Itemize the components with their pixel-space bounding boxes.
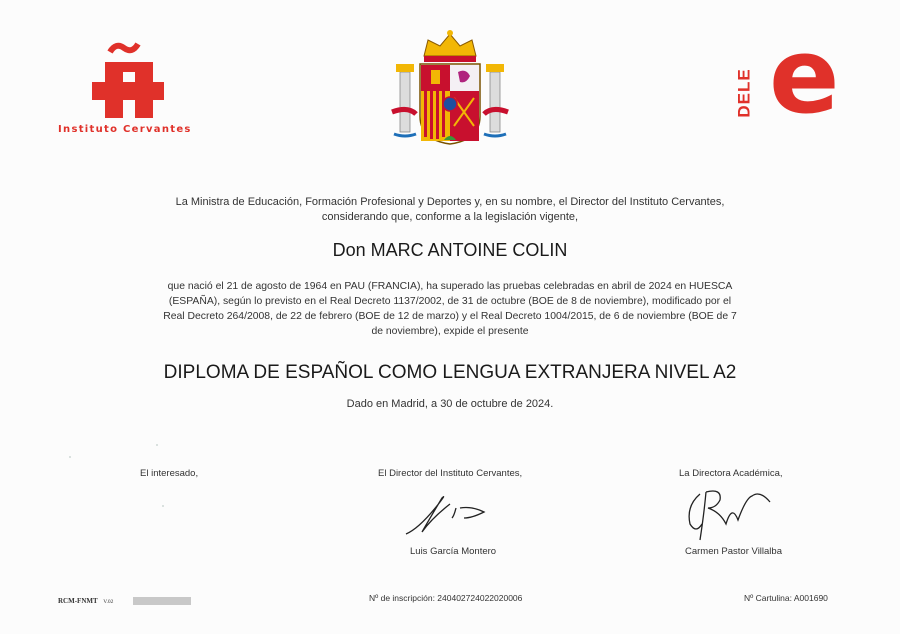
- director-signature: [400, 488, 500, 540]
- instituto-cervantes-logo: [52, 38, 202, 138]
- paper-speck: [69, 456, 71, 458]
- rcm-version: V.02: [103, 599, 114, 605]
- certificate-intro: La Ministra de Educación, Formación Profesional y Deportes y, en su nombre, el Director del Instituto Cervantes, considerando que, conforme a la legislación vigente,: [175, 196, 725, 223]
- rcm-label: RCM-FNMT: [58, 597, 98, 605]
- issue-date-line: Dado en Madrid, a 30 de octubre de 2024.: [346, 398, 554, 410]
- academica-signature: [680, 484, 780, 542]
- academica-label: La Directora Académica,: [679, 468, 783, 479]
- cervantes-n-tilde-mark: [72, 38, 182, 118]
- instituto-cervantes-text: Instituto Cervantes: [58, 124, 192, 135]
- paper-speck: [162, 505, 164, 507]
- academica-name: Carmen Pastor Villalba: [685, 546, 782, 557]
- certificate-body: que nació el 21 de agosto de 1964 en PAU (FRANCIA), ha superado las pruebas celebradas en abril de 2024 en HUESCA (ESPAÑA), según lo previsto en el Real Decreto 1137/2002, de 31 de octubre (BOE de 8 de noviembre), modificado por el Real Decreto 264/2008, de 22 de febrero (BOE de 12 de marzo) y el Real Decreto 1004/2015, de 6 de noviembre (BOE de 7 de noviembre), expide el presente: [163, 281, 737, 337]
- rcm-fnmt-mark: [58, 597, 113, 605]
- dele-logo-letter: e: [769, 15, 840, 137]
- dele-logo-word: DELE: [734, 68, 754, 118]
- interesado-label: El interesado,: [140, 468, 199, 479]
- holder-name: Don MARC ANTOINE COLIN: [332, 240, 568, 260]
- paper-speck: [156, 444, 158, 446]
- inscription-number: Nº de inscripción: 240402724022020006: [369, 593, 523, 603]
- diploma-title: DIPLOMA DE ESPAÑOL COMO LENGUA EXTRANJERA NIVEL A2: [163, 362, 737, 383]
- spain-coat-of-arms-icon: [388, 26, 512, 150]
- director-label: El Director del Instituto Cervantes,: [378, 468, 523, 479]
- dele-logo: [734, 15, 850, 137]
- security-strip: [133, 597, 191, 605]
- director-name: Luis García Montero: [410, 546, 497, 557]
- card-number: Nº Cartulina: A001690: [744, 593, 828, 603]
